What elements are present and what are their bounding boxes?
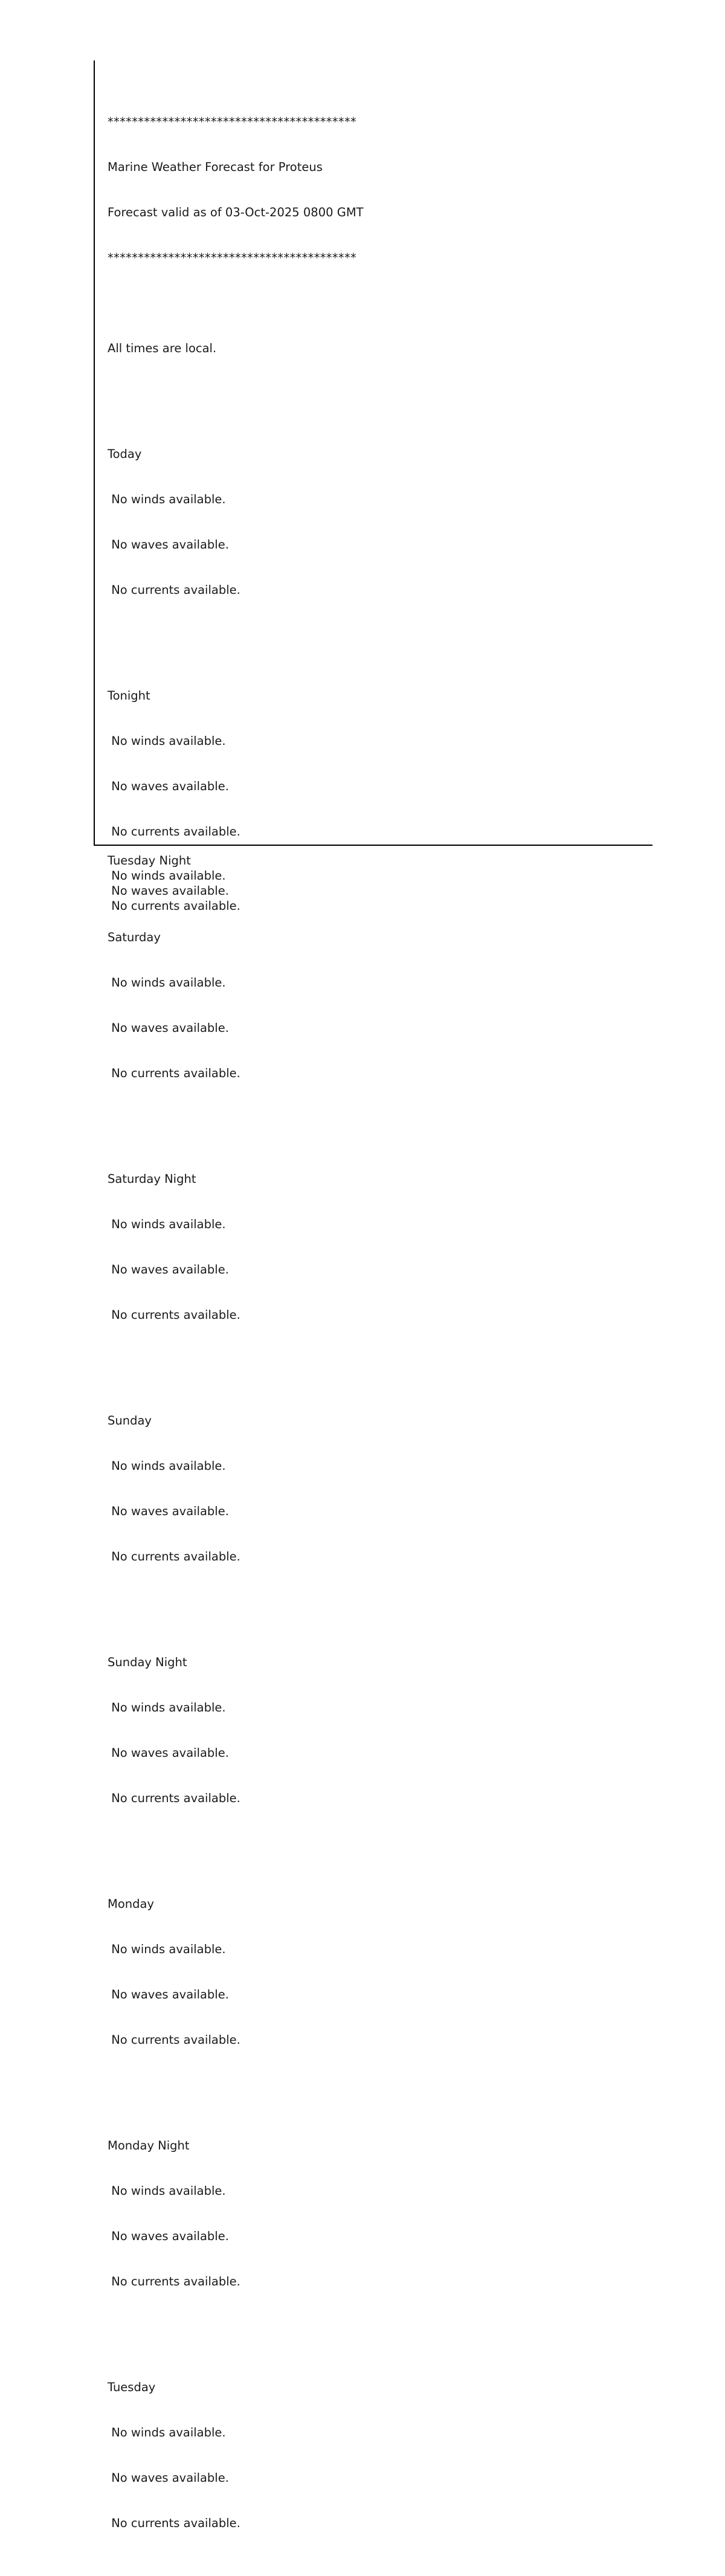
blank-line <box>108 2319 651 2334</box>
period-currents: No currents available. <box>108 2033 240 2047</box>
period-winds: No winds available. <box>108 734 226 748</box>
period-waves: No waves available. <box>108 1988 229 2001</box>
period-name: Monday <box>108 1897 154 1911</box>
period-waves: No waves available. <box>108 538 229 552</box>
blank-line <box>108 1111 651 1126</box>
period-winds: No winds available. <box>108 869 226 883</box>
period-winds: No winds available. <box>108 1217 226 1231</box>
period-name: Tuesday <box>108 2380 156 2394</box>
period-currents: No currents available. <box>108 899 240 913</box>
blank-line <box>108 386 651 401</box>
period-waves: No waves available. <box>108 1746 229 1760</box>
period-name: Saturday <box>108 930 161 944</box>
forecast-overflow <box>108 853 651 913</box>
period-name: Saturday Night <box>108 1172 196 1186</box>
period-currents: No currents available. <box>108 2516 240 2530</box>
blank-line <box>108 1353 651 1368</box>
page-title: Marine Weather Forecast for Proteus <box>108 160 323 174</box>
period-name: Today <box>108 447 142 461</box>
period-currents: No currents available. <box>108 2275 240 2288</box>
period-waves: No waves available. <box>108 2471 229 2485</box>
forecast-body <box>108 69 651 2576</box>
period-winds: No winds available. <box>108 2184 226 2198</box>
blank-line <box>108 2078 651 2093</box>
period-winds: No winds available. <box>108 492 226 506</box>
separator-rule-bottom: ***************************************** <box>108 251 357 265</box>
period-currents: No currents available. <box>108 825 240 839</box>
period-waves: No waves available. <box>108 1504 229 1518</box>
period-waves: No waves available. <box>108 1263 229 1277</box>
blank-line <box>108 295 651 311</box>
period-currents: No currents available. <box>108 1066 240 1080</box>
period-name: Tuesday Night <box>108 854 191 868</box>
period-name: Monday Night <box>108 2139 190 2153</box>
period-winds: No winds available. <box>108 1942 226 1956</box>
times-note: All times are local. <box>108 341 217 355</box>
period-waves: No waves available. <box>108 884 229 898</box>
period-currents: No currents available. <box>108 1308 240 1322</box>
period-waves: No waves available. <box>108 2229 229 2243</box>
period-currents: No currents available. <box>108 1791 240 1805</box>
period-currents: No currents available. <box>108 1550 240 1563</box>
separator-rule-top: ***************************************** <box>108 115 357 129</box>
period-winds: No winds available. <box>108 1701 226 1715</box>
period-name: Sunday <box>108 1414 152 1428</box>
blank-line <box>108 1594 651 1609</box>
period-winds: No winds available. <box>108 2426 226 2439</box>
period-currents: No currents available. <box>108 583 240 597</box>
blank-line <box>108 1836 651 1851</box>
period-winds: No winds available. <box>108 976 226 990</box>
period-waves: No waves available. <box>108 779 229 793</box>
period-waves: No waves available. <box>108 1021 229 1035</box>
forecast-valid-time: Forecast valid as of 03-Oct-2025 0800 GMT <box>108 205 364 219</box>
period-name: Tonight <box>108 689 150 703</box>
period-winds: No winds available. <box>108 1459 226 1473</box>
period-name: Sunday Night <box>108 1655 187 1669</box>
blank-line <box>108 628 651 643</box>
